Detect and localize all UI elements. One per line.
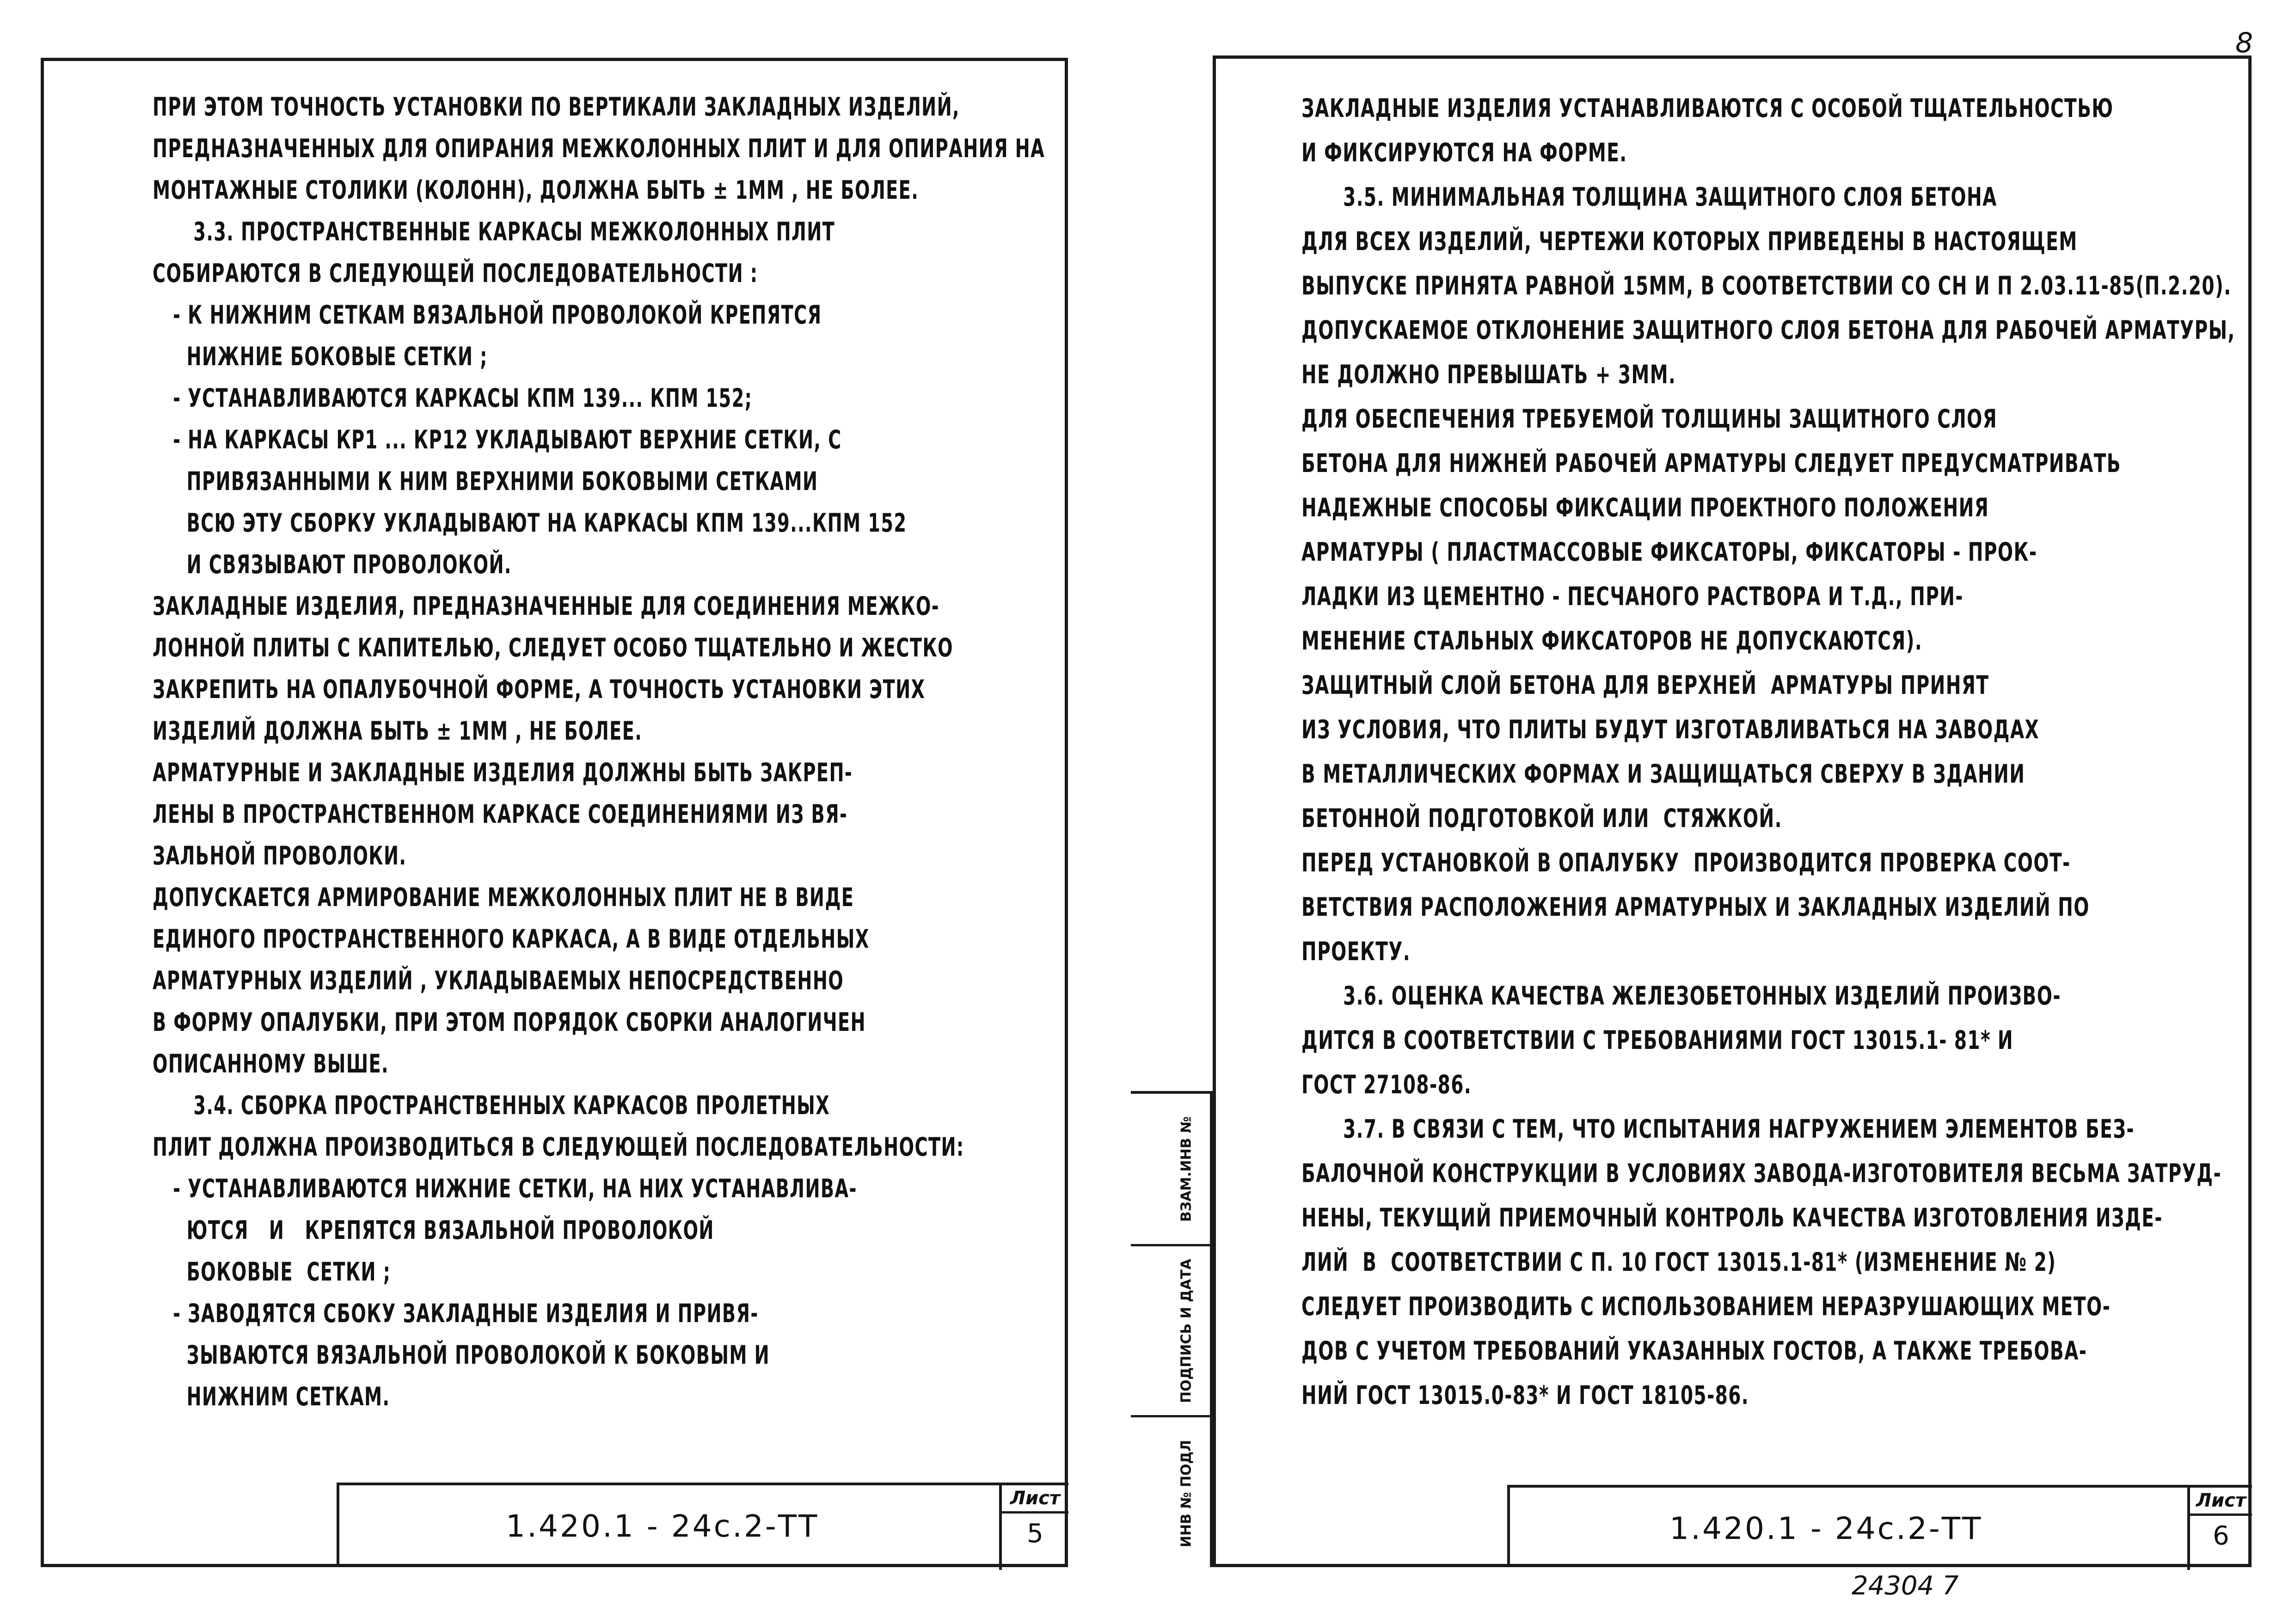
left-text-line: В ФОРМУ ОПАЛУБКИ, ПРИ ЭТОМ ПОРЯДОК СБОРКИ АНАЛОГИЧЕН — [153, 1007, 866, 1037]
left-sheet-number: 5 — [1027, 1519, 1043, 1549]
left-text-line: АРМАТУРНЫЕ И ЗАКЛАДНЫЕ ИЗДЕЛИЯ ДОЛЖНЫ БЫТЬ ЗАКРЕП- — [153, 758, 853, 787]
right-text-line: НЕНЫ, ТЕКУЩИЙ ПРИЕМОЧНЫЙ КОНТРОЛЬ КАЧЕСТВА ИЗГОТОВЛЕНИЯ ИЗДЕ- — [1301, 1203, 2163, 1232]
left-text-line: ПЛИТ ДОЛЖНА ПРОИЗВОДИТЬСЯ В СЛЕДУЮЩЕЙ ПОСЛЕДОВАТЕЛЬНОСТИ: — [153, 1132, 964, 1162]
right-text-line: ДОПУСКАЕМОЕ ОТКЛОНЕНИЕ ЗАЩИТНОГО СЛОЯ БЕТОНА ДЛЯ РАБОЧЕЙ АРМАТУРЫ, — [1301, 315, 2235, 345]
left-text-line: ЗАЛЬНОЙ ПРОВОЛОКИ. — [153, 841, 407, 870]
right-text-line: НАДЕЖНЫЕ СПОСОБЫ ФИКСАЦИИ ПРОЕКТНОГО ПОЛОЖЕНИЯ — [1301, 493, 1989, 522]
right-text-line: ДИТСЯ В СООТВЕТСТВИИ С ТРЕБОВАНИЯМИ ГОСТ 13015.1- 81* И — [1301, 1025, 2014, 1055]
right-text-line: БЕТОННОЙ ПОДГОТОВКОЙ ИЛИ СТЯЖКОЙ. — [1301, 803, 1782, 833]
left-page-text — [153, 94, 1045, 1426]
left-text-line: - УСТАНАВЛИВАЮТСЯ КАРКАСЫ КПМ 139... КПМ 152; — [153, 383, 753, 413]
stamp-cell-replace-inv — [1131, 1094, 1210, 1246]
right-text-line: ВЫПУСКЕ ПРИНЯТА РАВНОЙ 15ММ, В СООТВЕТСТВИИ СО СН И П 2.03.11-85(П.2.20). — [1301, 271, 2232, 300]
archive-number: 24304 7 — [1852, 1571, 1959, 1601]
right-text-line: АРМАТУРЫ ( ПЛАСТМАССОВЫЕ ФИКСАТОРЫ, ФИКСАТОРЫ - ПРОК- — [1301, 537, 2037, 567]
right-sheet-number-box — [2187, 1488, 2252, 1570]
left-text-line: ПРИ ЭТОМ ТОЧНОСТЬ УСТАНОВКИ ПО ВЕРТИКАЛИ ЗАКЛАДНЫХ ИЗДЕЛИЙ, — [153, 92, 960, 122]
right-text-line: ВЕТСТВИЯ РАСПОЛОЖЕНИЯ АРМАТУРНЫХ И ЗАКЛАДНЫХ ИЗДЕЛИЙ ПО — [1301, 892, 2090, 922]
left-text-line: СОБИРАЮТСЯ В СЛЕДУЮЩЕЙ ПОСЛЕДОВАТЕЛЬНОСТИ : — [153, 258, 758, 288]
left-text-line: ДОПУСКАЕТСЯ АРМИРОВАНИЕ МЕЖКОЛОННЫХ ПЛИТ НЕ В ВИДЕ — [153, 882, 854, 912]
left-text-line: НИЖНИМ СЕТКАМ. — [153, 1382, 390, 1411]
right-text-line: БЕТОНА ДЛЯ НИЖНЕЙ РАБОЧЕЙ АРМАТУРЫ СЛЕДУЕТ ПРЕДУСМАТРИВАТЬ — [1301, 448, 2121, 478]
right-text-line: 3.6. ОЦЕНКА КАЧЕСТВА ЖЕЛЕЗОБЕТОННЫХ ИЗДЕЛИЙ ПРОИЗВО- — [1301, 981, 2061, 1011]
left-text-line: ПРИВЯЗАННЫМИ К НИМ ВЕРХНИМИ БОКОВЫМИ СЕТКАМИ — [153, 466, 818, 496]
stamp-cell-orig-inv — [1131, 1417, 1210, 1570]
right-text-line: ГОСТ 27108-86. — [1301, 1070, 1472, 1099]
left-text-line: ЛОННОЙ ПЛИТЫ С КАПИТЕЛЬЮ, СЛЕДУЕТ ОСОБО ТЩАТЕЛЬНО И ЖЕСТКО — [153, 633, 953, 662]
left-text-line: НИЖНИЕ БОКОВЫЕ СЕТКИ ; — [153, 342, 488, 371]
left-text-line: 3.3. ПРОСТРАНСТВЕННЫЕ КАРКАСЫ МЕЖКОЛОННЫХ ПЛИТ — [153, 217, 835, 246]
left-text-line: ПРЕДНАЗНАЧЕННЫХ ДЛЯ ОПИРАНИЯ МЕЖКОЛОННЫХ ПЛИТ И ДЛЯ ОПИРАНИЯ НА — [153, 134, 1045, 163]
right-text-line: БАЛОЧНОЙ КОНСТРУКЦИИ В УСЛОВИЯХ ЗАВОДА-ИЗГОТОВИТЕЛЯ ВЕСЬМА ЗАТРУД- — [1301, 1158, 2222, 1188]
left-text-line: ЗАКРЕПИТЬ НА ОПАЛУБОЧНОЙ ФОРМЕ, А ТОЧНОСТЬ УСТАНОВКИ ЭТИХ — [153, 674, 926, 704]
left-text-line: ЮТСЯ И КРЕПЯТСЯ ВЯЗАЛЬНОЙ ПРОВОЛОКОЙ — [153, 1215, 714, 1245]
left-text-line: ОПИСАННОМУ ВЫШЕ. — [153, 1049, 389, 1079]
right-text-line: ДЛЯ ОБЕСПЕЧЕНИЯ ТРЕБУЕМОЙ ТОЛЩИНЫ ЗАЩИТНОГО СЛОЯ — [1301, 404, 1998, 434]
right-text-line: ПЕРЕД УСТАНОВКОЙ В ОПАЛУБКУ ПРОИЗВОДИТСЯ ПРОВЕРКА СООТ- — [1301, 848, 2071, 877]
right-text-line: СЛЕДУЕТ ПРОИЗВОДИТЬ С ИСПОЛЬЗОВАНИЕМ НЕРАЗРУШАЮЩИХ МЕТО- — [1301, 1292, 2111, 1321]
right-text-line: ЛИЙ В СООТВЕТСТВИИ С П. 10 ГОСТ 13015.1-81* (ИЗМЕНЕНИЕ № 2) — [1301, 1247, 2056, 1277]
right-doc-code: 1.420.1 - 24с.2-ТТ — [1669, 1511, 1983, 1546]
approval-stamp — [1131, 1091, 1213, 1567]
right-text-line: ИЗ УСЛОВИЯ, ЧТО ПЛИТЫ БУДУТ ИЗГОТАВЛИВАТЬСЯ НА ЗАВОДАХ — [1301, 715, 2039, 744]
corner-page-mark: 8 — [2235, 27, 2253, 59]
right-text-line: НЕ ДОЛЖНО ПРЕВЫШАТЬ + 3ММ. — [1301, 360, 1676, 389]
right-text-line: ДОВ С УЧЕТОМ ТРЕБОВАНИЙ УКАЗАННЫХ ГОСТОВ, А ТАКЖЕ ТРЕБОВА- — [1301, 1336, 2087, 1366]
right-sheet — [1213, 55, 2252, 1567]
left-text-line: ЕДИНОГО ПРОСТРАНСТВЕННОГО КАРКАСА, А В ВИДЕ ОТДЕЛЬНЫХ — [153, 924, 870, 954]
left-text-line: БОКОВЫЕ СЕТКИ ; — [153, 1257, 391, 1287]
left-doc-code: 1.420.1 - 24с.2-ТТ — [506, 1508, 819, 1544]
left-title-block — [337, 1483, 1068, 1567]
stamp-label-orig-inv: ИНВ № ПОДЛ — [1178, 1440, 1195, 1548]
left-text-line: - УСТАНАВЛИВАЮТСЯ НИЖНИЕ СЕТКИ, НА НИХ УСТАНАВЛИВА- — [153, 1174, 857, 1203]
left-text-line: 3.4. СБОРКА ПРОСТРАНСТВЕННЫХ КАРКАСОВ ПРОЛЕТНЫХ — [153, 1091, 830, 1120]
stamp-cell-signature-date — [1131, 1246, 1210, 1417]
right-sheet-number: 6 — [2213, 1521, 2229, 1551]
left-text-line: - ЗАВОДЯТСЯ СБОКУ ЗАКЛАДНЫЕ ИЗДЕЛИЯ И ПРИВЯ- — [153, 1299, 759, 1328]
left-text-line: ЗЫВАЮТСЯ ВЯЗАЛЬНОЙ ПРОВОЛОКОЙ К БОКОВЫМ И — [153, 1340, 770, 1370]
left-text-line: - НА КАРКАСЫ КР1 ... КР12 УКЛАДЫВАЮТ ВЕРХНИЕ СЕТКИ, С — [153, 425, 842, 454]
left-text-line: ЗАКЛАДНЫЕ ИЗДЕЛИЯ, ПРЕДНАЗНАЧЕННЫЕ ДЛЯ СОЕДИНЕНИЯ МЕЖКО- — [153, 591, 940, 621]
left-text-line: АРМАТУРНЫХ ИЗДЕЛИЙ , УКЛАДЫВАЕМЫХ НЕПОСРЕДСТВЕННО — [153, 966, 844, 995]
right-text-line: В МЕТАЛЛИЧЕСКИХ ФОРМАХ И ЗАЩИЩАТЬСЯ СВЕРХУ В ЗДАНИИ — [1301, 759, 2025, 789]
stamp-label-signature-date: ПОДПИСЬ И ДАТА — [1178, 1258, 1195, 1403]
left-text-line: - К НИЖНИМ СЕТКАМ ВЯЗАЛЬНОЙ ПРОВОЛОКОЙ КРЕПЯТСЯ — [153, 300, 822, 330]
right-text-line: ЗАЩИТНЫЙ СЛОЙ БЕТОНА ДЛЯ ВЕРХНЕЙ АРМАТУРЫ ПРИНЯТ — [1301, 670, 1989, 700]
right-text-line: НИЙ ГОСТ 13015.0-83* И ГОСТ 18105-86. — [1301, 1380, 1749, 1410]
left-text-line: ВСЮ ЭТУ СБОРКУ УКЛАДЫВАЮТ НА КАРКАСЫ КПМ 139...КПМ 152 — [153, 508, 907, 538]
left-text-line: И СВЯЗЫВАЮТ ПРОВОЛОКОЙ. — [153, 550, 512, 579]
left-sheet-number-box — [999, 1485, 1068, 1570]
right-text-line: ПРОЕКТУ. — [1301, 937, 1411, 966]
left-sheet-label: Лист — [1002, 1485, 1068, 1514]
right-page-text — [1301, 93, 2235, 1427]
right-text-line: И ФИКСИРУЮТСЯ НА ФОРМЕ. — [1301, 138, 1627, 167]
right-text-line: МЕНЕНИЕ СТАЛЬНЫХ ФИКСАТОРОВ НЕ ДОПУСКАЮТСЯ). — [1301, 626, 1923, 656]
right-text-line: ДЛЯ ВСЕХ ИЗДЕЛИЙ, ЧЕРТЕЖИ КОТОРЫХ ПРИВЕДЕНЫ В НАСТОЯЩЕМ — [1301, 227, 2078, 256]
stamp-label-replace-inv: ВЗАМ.ИНВ № — [1178, 1116, 1195, 1222]
right-text-line: ЗАКЛАДНЫЕ ИЗДЕЛИЯ УСТАНАВЛИВАЮТСЯ С ОСОБОЙ ТЩАТЕЛЬНОСТЬЮ — [1301, 93, 2114, 123]
right-sheet-label: Лист — [2190, 1488, 2252, 1516]
left-text-line: ЛЕНЫ В ПРОСТРАНСТВЕННОМ КАРКАСЕ СОЕДИНЕНИЯМИ ИЗ ВЯ- — [153, 799, 848, 829]
right-text-line: ЛАДКИ ИЗ ЦЕМЕНТНО - ПЕСЧАНОГО РАСТВОРА И Т.Д., ПРИ- — [1301, 582, 1964, 611]
right-text-line: 3.7. В СВЯЗИ С ТЕМ, ЧТО ИСПЫТАНИЯ НАГРУЖЕНИЕМ ЭЛЕМЕНТОВ БЕЗ- — [1301, 1114, 2135, 1144]
left-text-line: ИЗДЕЛИЙ ДОЛЖНА БЫТЬ ± 1ММ , НЕ БОЛЕЕ. — [153, 716, 643, 746]
left-text-line: МОНТАЖНЫЕ СТОЛИКИ (КОЛОНН), ДОЛЖНА БЫТЬ ± 1ММ , НЕ БОЛЕЕ. — [153, 175, 919, 205]
right-title-block — [1507, 1485, 2252, 1567]
left-sheet — [41, 58, 1068, 1567]
right-text-line: 3.5. МИНИМАЛЬНАЯ ТОЛЩИНА ЗАЩИТНОГО СЛОЯ БЕТОНА — [1301, 182, 1997, 212]
